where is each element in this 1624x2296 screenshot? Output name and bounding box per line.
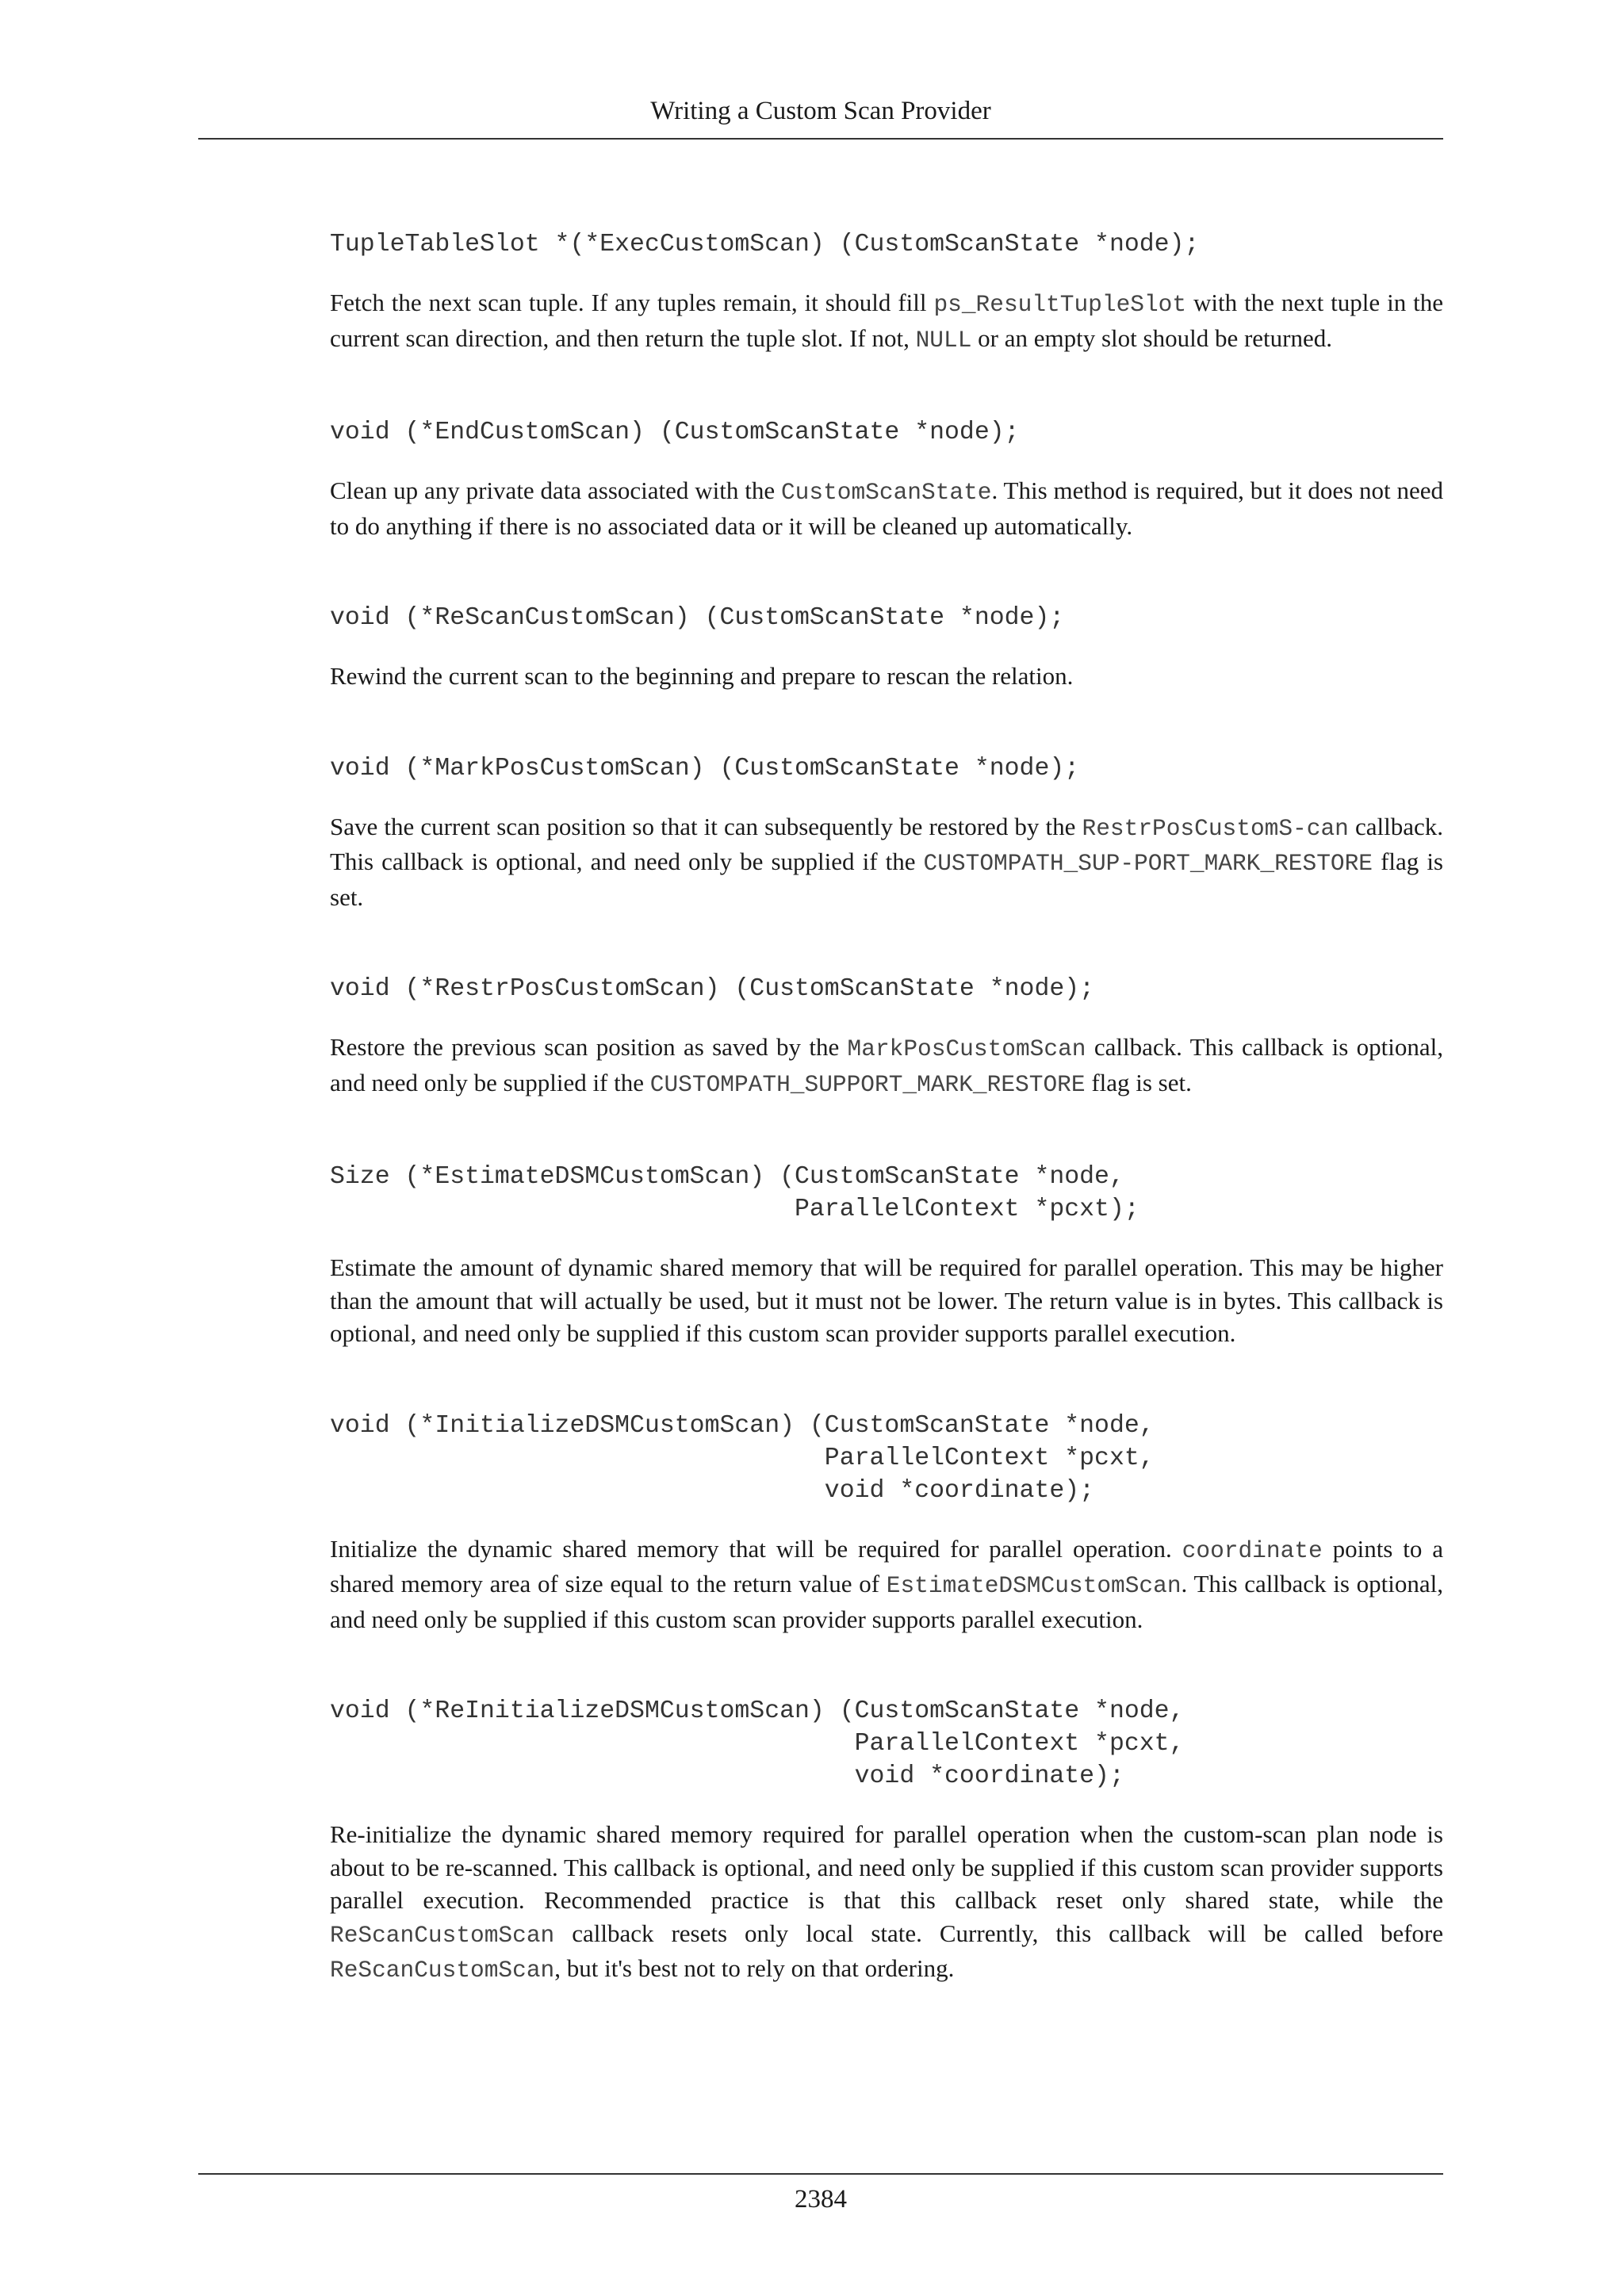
callback-description — [330, 660, 1443, 693]
description-text: Estimate the amount of dynamic shared memory that will be required for parallel operation. This may be higher than the amount that will actually be used, but it must not be lower. The return value is in bytes. This callback is optional, and need only be supplied if this custom scan provider supports parallel execution. — [330, 1253, 1443, 1347]
function-signature — [330, 973, 1443, 1005]
callback-description — [330, 1031, 1443, 1101]
inline-code: CUSTOMPATH_SUPPORT_MARK_RESTORE — [649, 1070, 1086, 1098]
function-signature — [330, 752, 1443, 785]
description-text: , but it's best not to rely on that ordering. — [554, 1954, 955, 1982]
inline-code: RestrPosCustomS-can — [1082, 814, 1349, 842]
description-text: flag is set. — [1085, 1068, 1192, 1096]
description-text: . This callback is optional, and need only be supplied if this custom scan provider supports parallel execution. — [330, 1570, 1443, 1633]
callback-description — [330, 810, 1443, 914]
page-content — [330, 228, 1443, 2047]
callback-description — [330, 1251, 1443, 1350]
signature-line: ParallelContext *pcxt, — [330, 1730, 1185, 1758]
description-text: callback. This callback is optional, and need only be supplied if the — [330, 1033, 1443, 1096]
signature-line: void (*ReScanCustomScan) (CustomScanState *node); — [330, 604, 1065, 632]
callback-entry — [330, 1695, 1443, 1988]
description-text: Rewind the current scan to the beginning and prepare to rescan the relation. — [330, 662, 1074, 690]
callback-description — [330, 1533, 1443, 1636]
callback-entry — [330, 602, 1443, 693]
signature-line: void (*ReInitializeDSMCustomScan) (CustomScanState *node, — [330, 1697, 1185, 1725]
description-text: Fetch the next scan tuple. If any tuples remain, it should fill — [330, 289, 934, 316]
callback-entry — [330, 752, 1443, 914]
description-text: points to a shared memory area of size equal to the return value of — [330, 1534, 1443, 1598]
description-text: Initialize the dynamic shared memory that will be required for parallel operation. — [330, 1534, 1182, 1563]
function-signature — [330, 1410, 1443, 1507]
function-signature — [330, 1695, 1443, 1793]
inline-code: MarkPosCustomScan — [847, 1035, 1086, 1062]
running-header: Writing a Custom Scan Provider — [650, 97, 991, 125]
inline-code: ReScanCustomScan — [330, 1921, 555, 1949]
function-signature — [330, 416, 1443, 449]
footer-rule — [198, 2173, 1443, 2175]
signature-line: void *coordinate); — [330, 1762, 1124, 1790]
callback-description — [330, 286, 1443, 357]
inline-code: CustomScanState — [780, 479, 992, 506]
description-text: or an empty slot should be returned. — [971, 323, 1332, 352]
description-text: Restore the previous scan position as saved by the — [330, 1033, 848, 1061]
signature-line: void (*MarkPosCustomScan) (CustomScanState *node); — [330, 754, 1080, 783]
function-signature — [330, 228, 1443, 261]
signature-line: void (*EndCustomScan) (CustomScanState *node); — [330, 419, 1020, 446]
description-text: flag is set. — [330, 848, 1443, 911]
inline-code: CUSTOMPATH_SUP-PORT_MARK_RESTORE — [923, 850, 1373, 877]
description-text: callback resets only local state. Currently, this callback will be called before — [554, 1919, 1443, 1947]
inline-code: ps_ResultTupleSlot — [933, 291, 1187, 318]
page-number: 2384 — [795, 2185, 847, 2214]
description-text: Re-initialize the dynamic shared memory required for parallel operation when the custom-scan plan node is about to be re-scanned. This callback is optional, and need only be supplied if this custom scan provider supports parallel execution. Recommended practice is that this callback reset only shared state, while the — [330, 1820, 1443, 1914]
callback-entry — [330, 973, 1443, 1101]
description-text: with the next tuple in the current scan direction, and then return the tuple slot. If not, — [330, 289, 1443, 352]
function-signature — [330, 602, 1443, 634]
description-text: callback. This callback is optional, and need only be supplied if the — [330, 812, 1443, 875]
header-rule — [198, 138, 1443, 140]
inline-code: coordinate — [1182, 1536, 1323, 1564]
signature-line: ParallelContext *pcxt); — [330, 1196, 1139, 1223]
signature-line: void *coordinate); — [330, 1476, 1095, 1505]
description-text: . This method is required, but it does not need to do anything if there is no associated data or it will be cleaned up automatically. — [330, 476, 1443, 540]
callback-entry — [330, 1161, 1443, 1350]
inline-code: EstimateDSMCustomScan — [886, 1572, 1182, 1599]
function-signature — [330, 1161, 1443, 1226]
callback-description — [330, 474, 1443, 542]
inline-code: NULL — [915, 326, 972, 354]
callback-entry — [330, 416, 1443, 542]
signature-line: void (*RestrPosCustomScan) (CustomScanState *node); — [330, 975, 1095, 1003]
signature-line: Size (*EstimateDSMCustomScan) (CustomScanState *node, — [330, 1163, 1124, 1191]
signature-line: ParallelContext *pcxt, — [330, 1444, 1155, 1472]
inline-code: ReScanCustomScan — [330, 1957, 555, 1984]
callback-description — [330, 1818, 1443, 1988]
signature-line: TupleTableSlot *(*ExecCustomScan) (CustomScanState *node); — [330, 231, 1200, 258]
callback-entry — [330, 228, 1443, 357]
description-text: Clean up any private data associated with the — [330, 476, 781, 504]
description-text: Save the current scan position so that it can subsequently be restored by the — [330, 812, 1082, 840]
signature-line: void (*InitializeDSMCustomScan) (CustomScanState *node, — [330, 1411, 1155, 1440]
callback-entry — [330, 1410, 1443, 1636]
